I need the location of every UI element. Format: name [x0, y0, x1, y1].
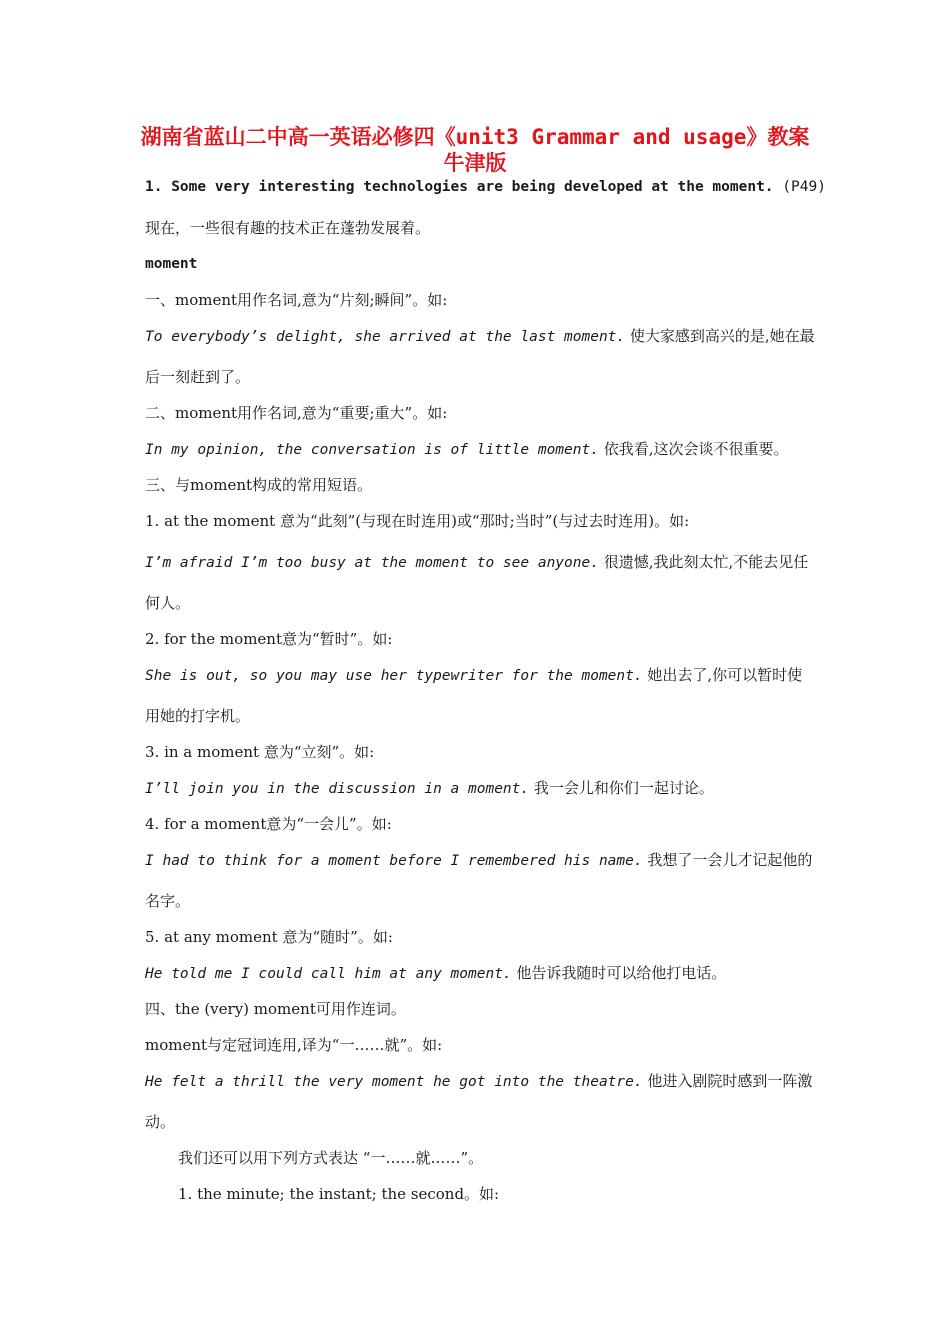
phrase-2-example: [145, 655, 815, 736]
phrase-2-example-english: She is out, so you may use her typewriter for the moment.: [145, 668, 643, 684]
phrase-5-example: [145, 963, 815, 984]
phrase-4-example: [145, 840, 815, 921]
section-2-example-chinese: 依我看,这次会谈不很重要。: [598, 440, 789, 458]
phrase-5-example-chinese: 他告诉我随时可以给他打电话。: [511, 964, 727, 982]
headword-moment: moment: [145, 256, 198, 272]
phrase-1: 1. at the moment 意为“此刻”(与现在时连用)或“那时;当时”(与过去时连用)。如:: [145, 512, 690, 530]
phrase-3-example-english: I’ll join you in the discussion in a moment.: [145, 781, 530, 797]
section-4-example-english: He felt a thrill the very moment he got into the theatre.: [145, 1074, 643, 1090]
phrase-5: 5. at any moment 意为“随时”。如:: [145, 928, 393, 946]
phrase-2-example-chinese: 她出去了,你可以暂时使用她的打字机。: [145, 666, 803, 725]
title-line-1: 湖南省蓝山二中高一英语必修四《unit3 Grammar and usage》教案: [140, 125, 810, 149]
section-4-example-chinese: 他进入剧院时感到一阵激动。: [145, 1072, 813, 1131]
phrase-4-example-english: I had to think for a moment before I remembered his name.: [145, 853, 643, 869]
section-2-example: [145, 439, 815, 460]
sentence-1-reference: (P49): [773, 179, 826, 195]
sentence-1-english: 1. Some very interesting technologies are being developed at the moment.: [145, 179, 774, 195]
section-4-example: [145, 1061, 815, 1142]
section-1-example-english: To everybody’s delight, she arrived at the last moment.: [145, 329, 626, 345]
phrase-4: 4. for a moment意为“一会儿”。如:: [145, 815, 392, 833]
phrase-2: 2. for the moment意为“暂时”。如:: [145, 630, 393, 648]
section-1-example-chinese: 使大家感到高兴的是,她在最后一刻赶到了。: [145, 327, 815, 386]
phrase-1-example-chinese: 很遗憾,我此刻太忙,不能去见任何人。: [145, 553, 809, 612]
phrase-3: 3. in a moment 意为“立刻”。如:: [145, 743, 375, 761]
section-5-intro: 我们还可以用下列方式表达 “一……就……”。: [178, 1149, 484, 1167]
section-2-heading: 二、moment用作名词,意为“重要;重大”。如:: [145, 404, 448, 422]
section-5-item-1: 1. the minute; the instant; the second。如:: [178, 1185, 500, 1203]
section-3-heading: 三、与moment构成的常用短语。: [145, 476, 373, 494]
section-1-example: [145, 316, 815, 397]
phrase-3-example: [145, 778, 815, 799]
title-line-2: 牛津版: [443, 151, 507, 175]
phrase-3-example-chinese: 我一会儿和你们一起讨论。: [529, 779, 714, 797]
phrase-4-example-chinese: 我想了一会儿才记起他的名字。: [145, 851, 813, 910]
section-1-heading: 一、moment用作名词,意为“片刻;瞬间”。如:: [145, 291, 448, 309]
phrase-1-example: [145, 542, 815, 623]
sentence-1: [145, 177, 826, 197]
section-4-subheading: moment与定冠词连用,译为“一……就”。如:: [145, 1036, 443, 1054]
section-4-heading: 四、the (very) moment可用作连词。: [145, 1000, 406, 1018]
section-2-example-english: In my opinion, the conversation is of little moment.: [145, 442, 599, 458]
phrase-1-example-english: I’m afraid I’m too busy at the moment to see anyone.: [145, 555, 599, 571]
sentence-1-translation: 现在，一些很有趣的技术正在蓬勃发展着。: [145, 219, 431, 237]
phrase-5-example-english: He told me I could call him at any moment.: [145, 966, 512, 982]
